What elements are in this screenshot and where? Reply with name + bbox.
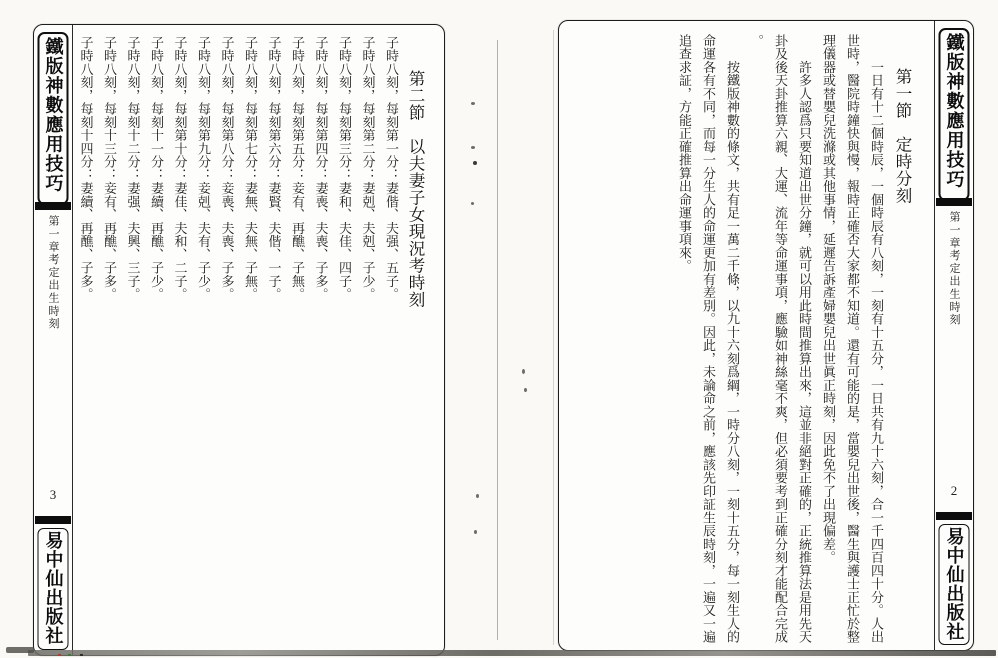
text-column: 子時八刻，每刻第九分：妾剋、夫有、子少。 — [196, 36, 211, 301]
page-number: 3 — [49, 487, 57, 502]
scan-color-speck — [58, 654, 61, 656]
text-column: 子時八刻，每刻十三分：妾有、再醮、子多。 — [102, 36, 117, 301]
text-column: 子時八刻，每刻第四分：妻喪、夫喪、子多。 — [313, 36, 329, 301]
text-column: 一日有十二個時辰，一個時辰有八刻，一刻有十五分，一日共有九十六刻，合一千四百四十分。人出 — [869, 34, 884, 644]
text-column: 。 — [749, 34, 764, 48]
text-column: 命運各有不同，而每一分生人的命運更加有差別。因此，未論命之前，應該先印証生辰時刻，一遍又一遍 — [701, 34, 716, 644]
text-column: 子時八刻，每刻十四分：妻續、再醮、子多。 — [78, 36, 94, 301]
text-column: 子時八刻，每刻第六分：妻賢、夫偕、一子。 — [266, 36, 282, 301]
spine-divider-bar — [936, 198, 972, 206]
scan-smudge — [6, 647, 34, 653]
text-column: 子時八刻，每刻第三分：妻和、夫佳、四子。 — [337, 36, 352, 301]
text-column: 子時八刻，每刻十二分：妻强、夫興、三子。 — [125, 36, 141, 301]
scan-color-speck — [68, 654, 71, 656]
spine-publisher-box — [38, 528, 69, 650]
text-column: 子時八刻，每刻十一分：妻續、再醮、子少。 — [149, 36, 164, 301]
chapter-title: 第一章考定出生時刻 — [948, 211, 960, 327]
left-page — [33, 24, 445, 656]
scan-speck — [522, 369, 525, 374]
text-column: 子時八刻，每刻第二分：妻剋、夫剋、子少。 — [360, 36, 376, 301]
right-page-text — [672, 34, 916, 646]
page-number: 2 — [950, 483, 958, 498]
section-heading: 第二節 以夫妻子女現況考時刻 — [406, 36, 425, 308]
text-column: 子時八刻，每刻第一分：妻偕、夫强、五子。 — [384, 36, 399, 301]
left-page-spine — [34, 25, 73, 655]
scan-fold-line — [553, 30, 554, 645]
spine-divider-bar — [936, 512, 972, 520]
scan-fold-line — [497, 40, 498, 640]
scan-speck — [474, 530, 477, 534]
text-column: 子時八刻，每刻第五分：妾有、再醮、子無。 — [290, 36, 305, 301]
text-column: 按鐵版神數的條文，共有足一萬二千條，以九十六刻爲綱，一時分八刻，一刻十五分，每一刻生人的 — [725, 34, 740, 644]
scan-speck — [476, 494, 479, 498]
book-title: 鐵版神數應用技巧 — [944, 33, 965, 189]
spine-title-box — [939, 28, 970, 201]
text-column: 子時八刻，每刻第十分：妻佳、夫和、二子。 — [172, 36, 188, 301]
scan-speck — [471, 202, 474, 205]
left-page-text — [74, 36, 427, 644]
spine-title-box — [38, 32, 69, 205]
scan-edge-shadow — [28, 650, 996, 656]
scan-speck — [471, 146, 475, 149]
text-column: 子時八刻，每刻第七分：妻無、夫無、子無。 — [243, 36, 258, 301]
spine-divider-bar — [35, 516, 71, 524]
scan-color-speck — [80, 654, 83, 656]
scan-speck — [471, 102, 475, 105]
scan-speck — [473, 161, 477, 165]
chapter-title: 第一章考定出生時刻 — [47, 215, 59, 331]
text-column: 許多人認爲只要知道出世分鐘，就可以用此時間推算出來，這並非絕對正確的，正統推算法是用先天 — [797, 34, 812, 644]
spine-divider-bar — [35, 202, 71, 210]
book-title: 鐵版神數應用技巧 — [43, 37, 64, 193]
text-column: 理儀器或替嬰兒洗滌或其他事情，延遲告訴產婦嬰兒出世眞正時刻，因此免不了出現偏差。 — [821, 34, 836, 564]
scan-speck — [524, 388, 527, 392]
publisher-name: 易中仙出版社 — [944, 527, 965, 641]
text-column: 子時八刻，每刻第八分：妾喪、夫喪、子多。 — [219, 36, 235, 301]
spine-publisher-box — [939, 524, 970, 645]
right-page — [558, 20, 974, 651]
text-column: 世時，醫院時鐘快與慢，報時正確否大家都不知道。還有可能的是，當嬰兒出世後，醫生與護士正忙於整 — [845, 34, 860, 644]
section-heading: 第一節 定時分刻 — [893, 34, 912, 204]
text-column: 卦及後天卦推算六親、大運、流年等命運事項，應驗如神絲毫不爽，但必須要考到正確分刻才能配合完成 — [773, 34, 788, 644]
publisher-name: 易中仙出版社 — [43, 531, 64, 645]
right-page-spine — [934, 21, 973, 650]
text-column: 追查求証，方能正確推算出命運事項來。 — [677, 34, 692, 273]
